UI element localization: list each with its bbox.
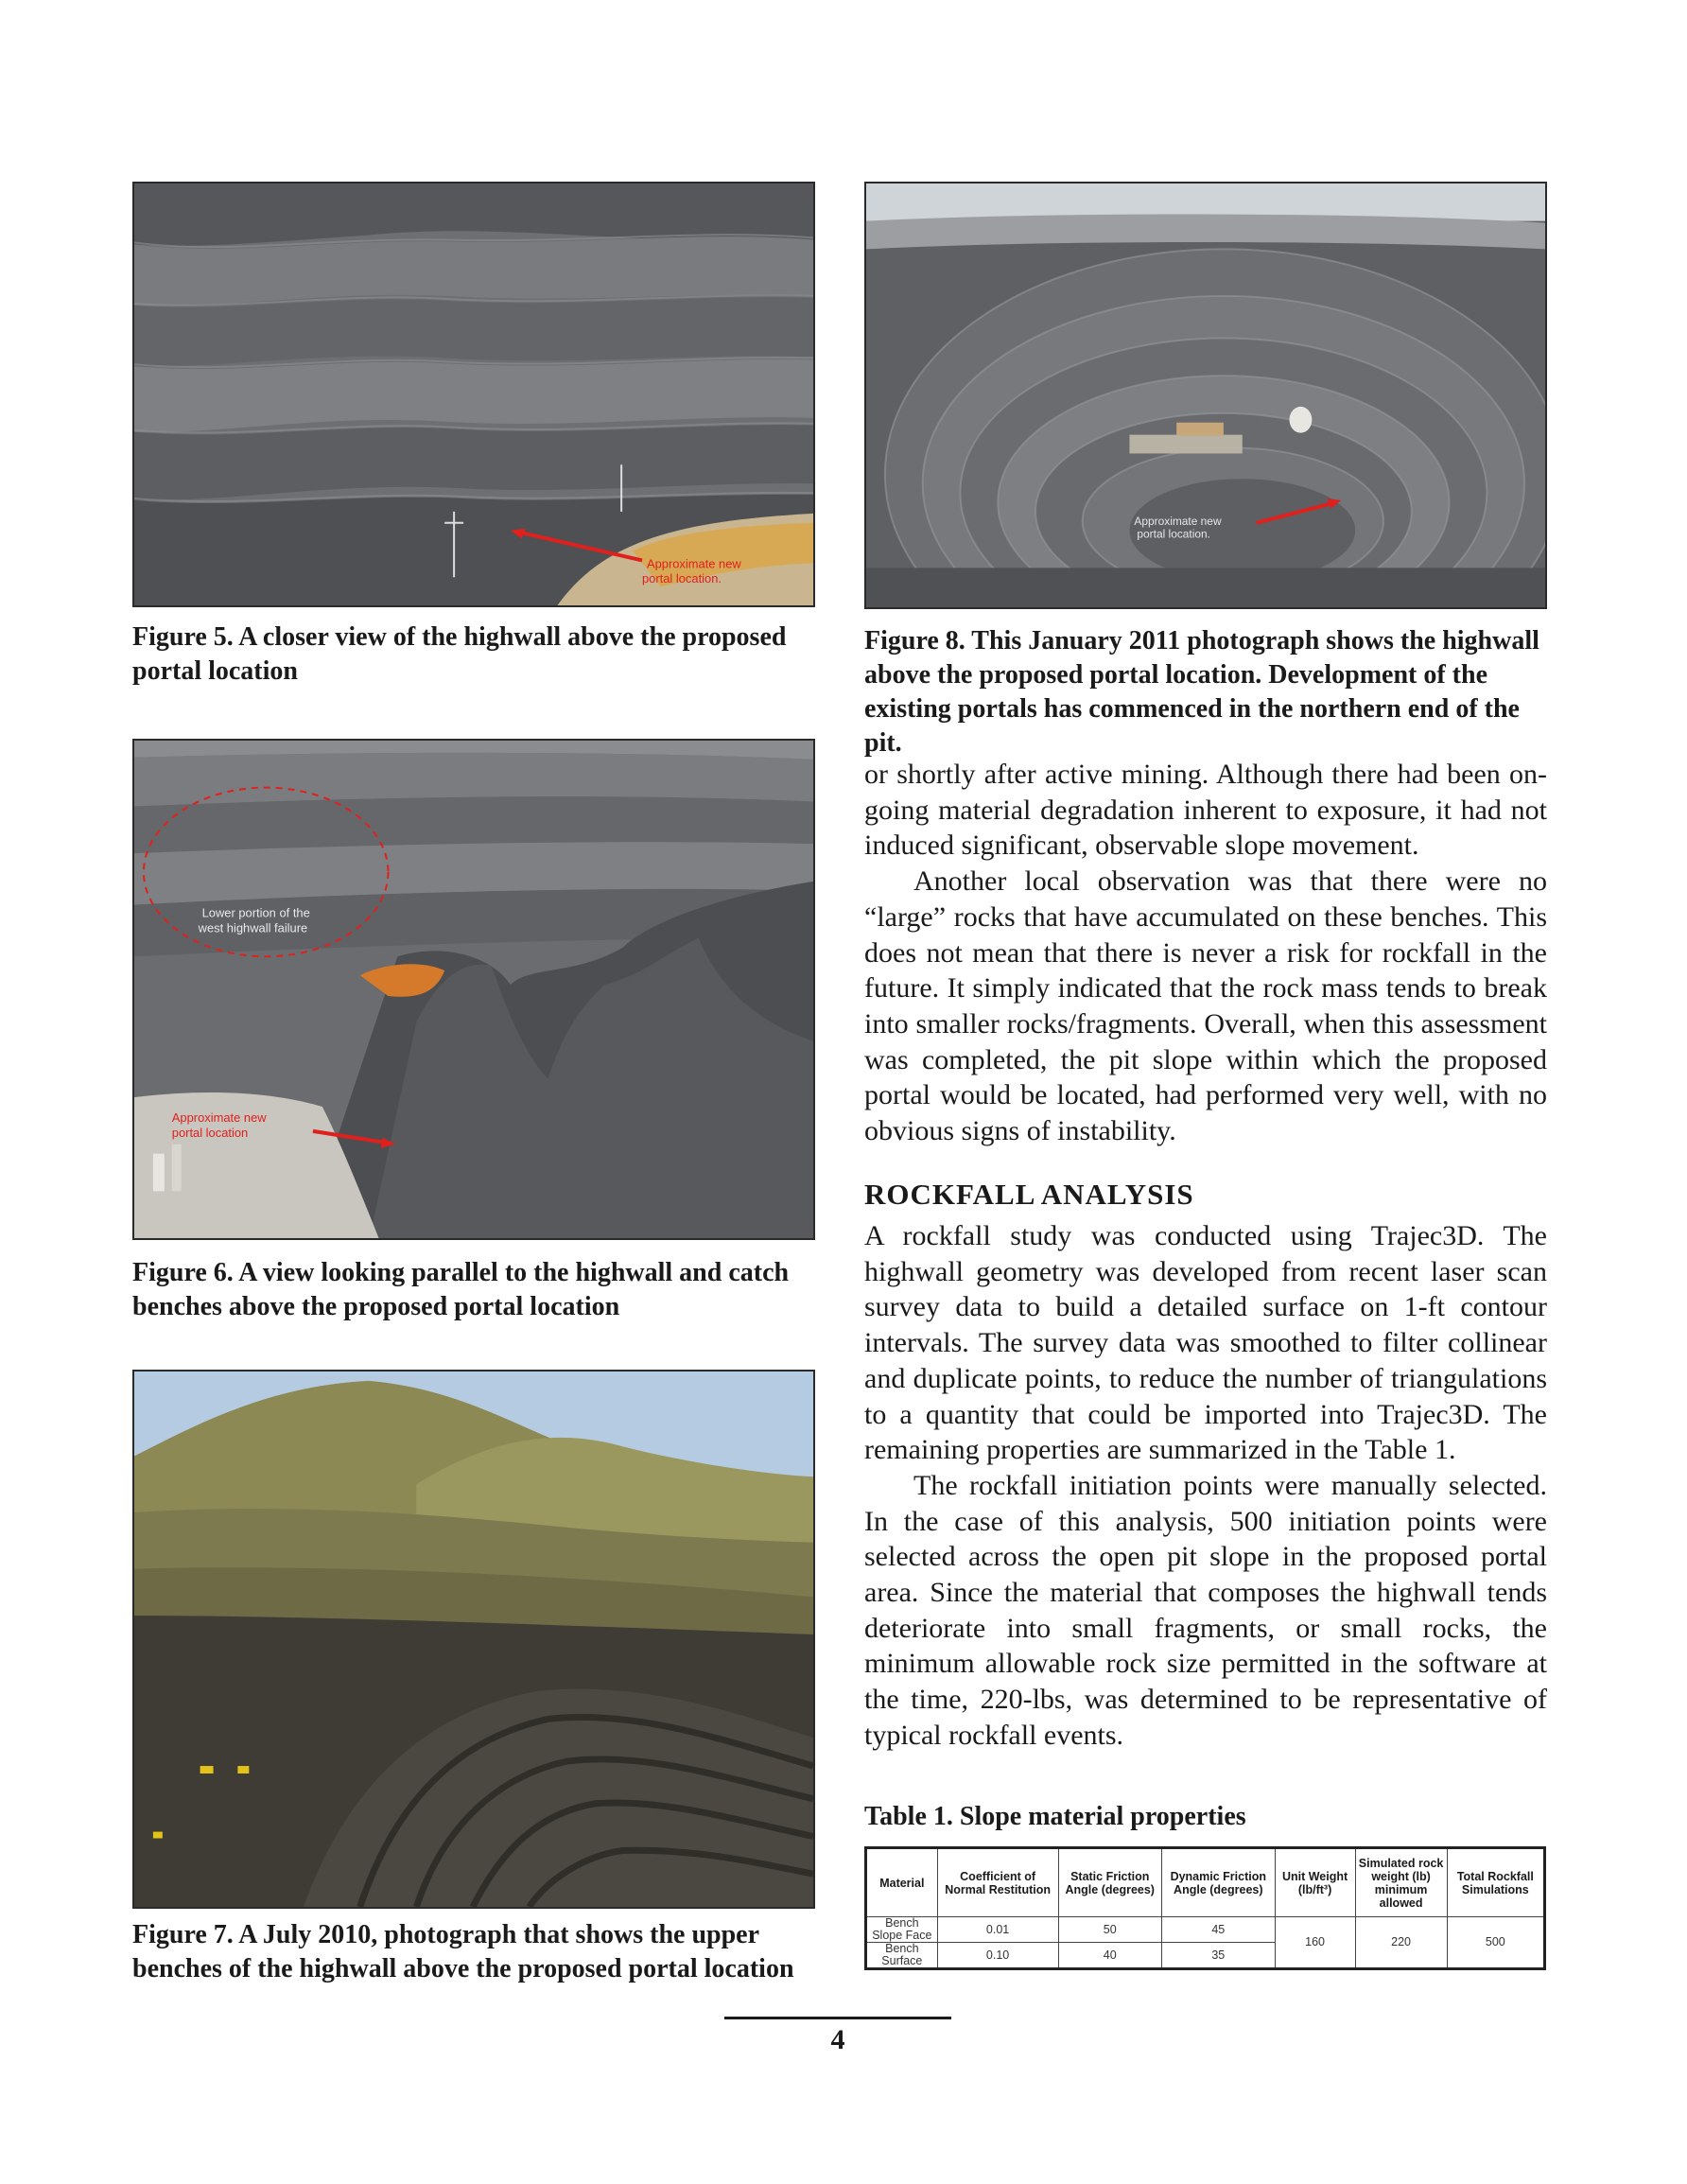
paragraph-4: The rockfall initiation points were manually selected. In the case of this analysis, 500 initiation points were selected across the open pit slope in the proposed portal area. Since the material that composes the highwall tends deteriorate into small fragments, or small rocks, the minimum allowable rock size permitted in the software at the time, 220-lbs, was determined to be representative of typical rockfall events. — [864, 1469, 1547, 1751]
figure-5-photo — [132, 182, 815, 607]
cell-rock-weight: 220 — [1355, 1917, 1447, 1969]
cell-material: Bench Slope Face — [866, 1917, 938, 1943]
figure-8-photo — [864, 182, 1547, 609]
cell-dynamic: 45 — [1161, 1917, 1275, 1943]
header-restitution: Coefficient of Normal Restitution — [937, 1848, 1058, 1917]
header-simulations: Total Rockfall Simulations — [1447, 1848, 1544, 1917]
figure-7-caption: Figure 7. A July 2010, photograph that shows the upper benches of the highwall above the proposed portal location — [132, 1920, 794, 1983]
slope-properties-table — [864, 1846, 1546, 1970]
body-text-lower — [864, 1218, 1547, 1754]
paragraph-3: A rockfall study was conducted using Trajec3D. The highwall geometry was developed from recent laser scan survey data to build a detailed surface on 1-ft contour intervals. The survey data was smoothed to filter collinear and duplicate points, to reduce the number of triangulations to a quantity that could be imported into Trajec3D. The remaining properties are summarized in the Table 1. — [864, 1220, 1547, 1466]
figure-6-failure-label: Lower portion of the west highwall failure — [198, 905, 310, 935]
cell-material: Bench Surface — [866, 1943, 938, 1969]
cell-static: 40 — [1058, 1943, 1161, 1969]
figure-6-portal-label: Approximate new portal location — [171, 1109, 267, 1140]
figure-8-caption: Figure 8. This January 2011 photograph shows the highwall above the proposed portal location. Development of the existing portals has commenced in the northern end of the pit. — [864, 626, 1539, 758]
header-unit-weight: Unit Weight (lb/ft³) — [1275, 1848, 1355, 1917]
footer-rule — [724, 2017, 951, 2019]
body-text-upper — [864, 757, 1547, 1149]
section-heading: ROCKFALL ANALYSIS — [864, 1178, 1194, 1211]
cell-restitution: 0.10 — [937, 1943, 1058, 1969]
table-row — [866, 1917, 1545, 1943]
header-dynamic-friction: Dynamic Friction Angle (degrees) — [1161, 1848, 1275, 1917]
cell-unit-weight: 160 — [1275, 1917, 1355, 1969]
paragraph-1: or shortly after active mining. Although there had been on-going material degradation inherent to exposure, it had not induced significant, observable slope movement. — [864, 759, 1547, 862]
figure-6-caption: Figure 6. A view looking parallel to the highwall and catch benches above the proposed portal location — [132, 1258, 790, 1321]
figure-6-photo — [132, 739, 815, 1240]
header-material: Material — [866, 1848, 938, 1917]
table-title: Table 1. Slope material properties — [864, 1802, 1246, 1831]
figure-7-photo — [132, 1370, 815, 1909]
figure-8-annotation: Approximate new portal location. — [1134, 514, 1222, 541]
cell-static: 50 — [1058, 1917, 1161, 1943]
paragraph-2: Another local observation was that there were no “large” rocks that have accumulated on these benches. This does not mean that there is never a risk for rockfall in the future. It simply indicated that the rock mass tends to break into smaller rocks/fragments. Overall, when this assessment was completed, the pit slope within which the proposed portal would be located, had performed very well, with no obvious signs of instability. — [864, 865, 1547, 1147]
page-number: 4 — [830, 2024, 845, 2055]
header-rock-weight: Simulated rock weight (lb) minimum allowed — [1355, 1848, 1447, 1917]
figure-5-annotation: Approximate new portal location. — [642, 556, 741, 586]
header-static-friction: Static Friction Angle (degrees) — [1058, 1848, 1161, 1917]
cell-restitution: 0.01 — [937, 1917, 1058, 1943]
cell-dynamic: 35 — [1161, 1943, 1275, 1969]
cell-simulations: 500 — [1447, 1917, 1544, 1969]
figure-5-caption: Figure 5. A closer view of the highwall above the proposed portal location — [132, 622, 787, 686]
